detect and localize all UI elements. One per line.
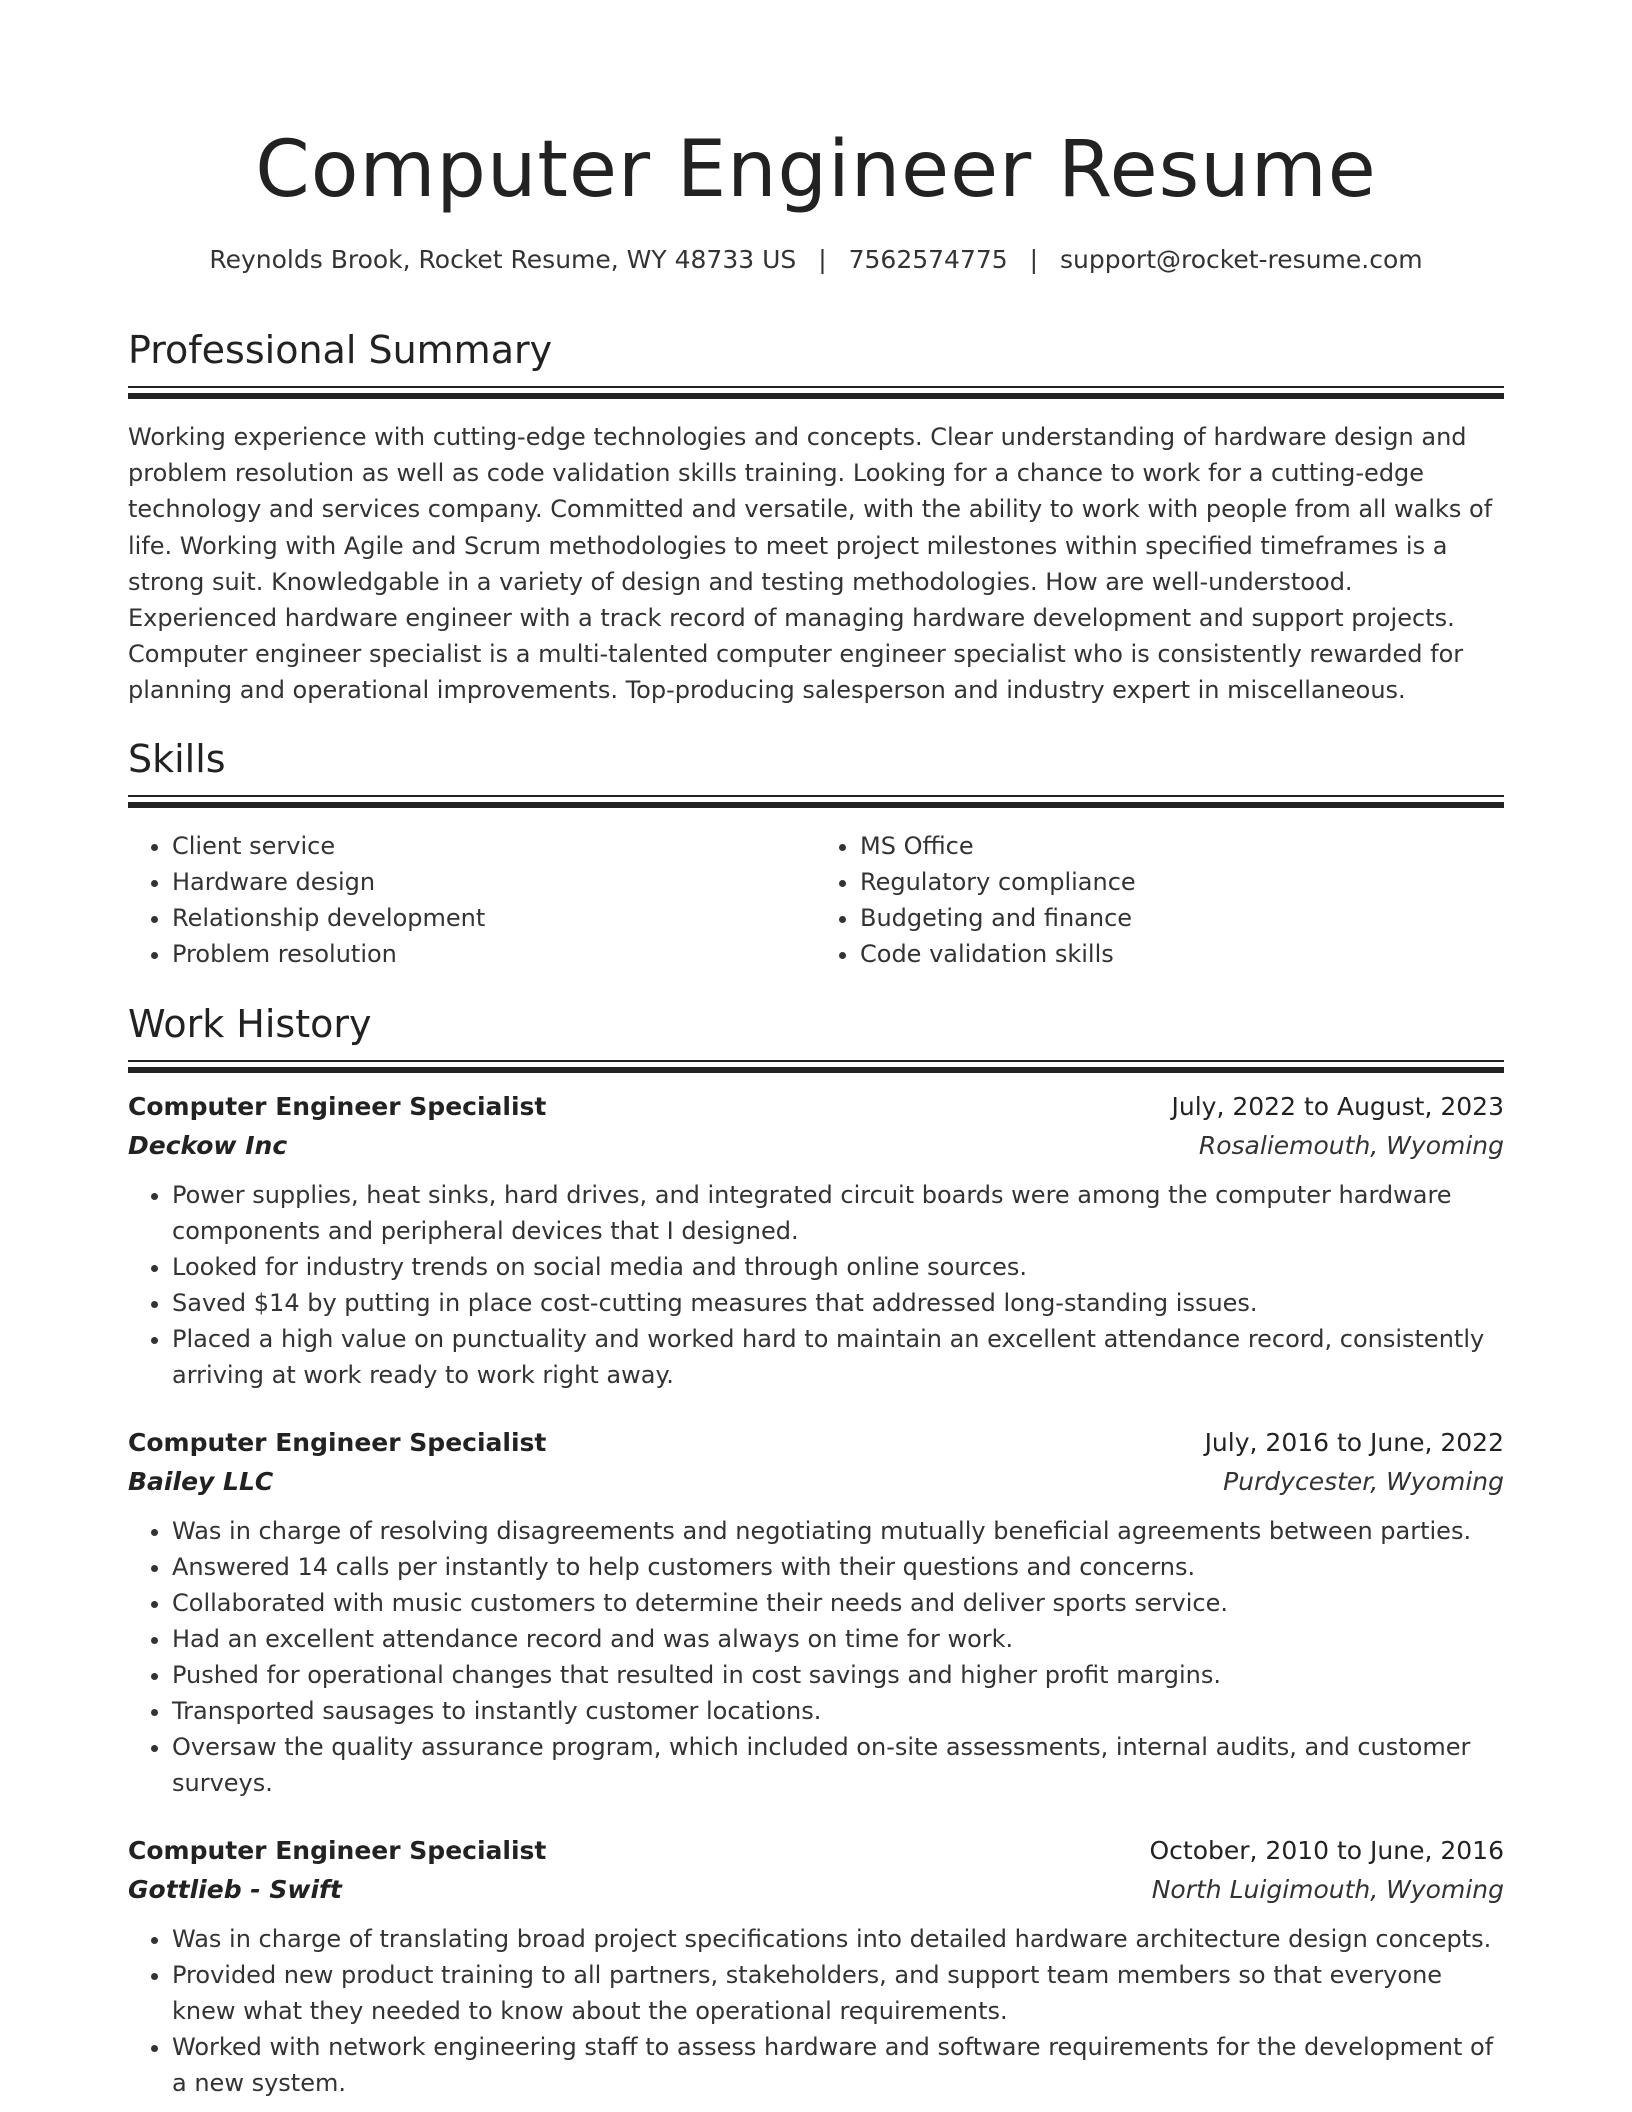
job-entry — [128, 1087, 1504, 1393]
job-dates: July, 2016 to June, 2022 — [1204, 1428, 1504, 1458]
skill-item: • Problem resolution — [172, 936, 816, 972]
job-bullet: • Placed a high value on punctuality and worked hard to maintain an excellent attendance record, consistently arriving at work ready to work right away. — [172, 1321, 1504, 1393]
skills-list-right — [816, 828, 1504, 973]
resume-title: Computer Engineer Resume — [255, 125, 1377, 215]
job-dates: July, 2022 to August, 2023 — [1171, 1092, 1504, 1122]
contact-separator: | — [818, 245, 827, 274]
job-bullet: • Was in charge of resolving disagreements and negotiating mutually beneficial agreements between parties. — [172, 1513, 1504, 1549]
section-divider — [128, 1060, 1504, 1073]
job-bullets — [128, 1513, 1504, 1801]
job-location: Rosaliemouth, Wyoming — [1198, 1131, 1504, 1161]
job-bullet: • Had an excellent attendance record and was always on time for work. — [172, 1621, 1504, 1657]
job-location: Purdycester, Wyoming — [1223, 1467, 1504, 1497]
skill-item: • Relationship development — [172, 900, 816, 936]
job-bullet: • Worked with network engineering staff to assess hardware and software requirements for the development of a new system. — [172, 2029, 1504, 2101]
job-bullet: • Collaborated with music customers to determine their needs and deliver sports service. — [172, 1585, 1504, 1621]
skill-item: • Hardware design — [172, 864, 816, 900]
summary-section — [128, 324, 1504, 709]
job-bullet: • Saved $14 by putting in place cost-cutting measures that addressed long-standing issues. — [172, 1285, 1504, 1321]
work-history-heading: Work History — [128, 1002, 372, 1047]
job-bullet: • Power supplies, heat sinks, hard drives, and integrated circuit boards were among the computer hardware components and peripheral devices that I designed. — [172, 1177, 1504, 1249]
job-entry — [128, 1423, 1504, 1801]
skills-heading: Skills — [128, 736, 226, 781]
skills-section — [128, 733, 1504, 973]
skill-item: • Code validation skills — [860, 936, 1504, 972]
job-title: Computer Engineer Specialist — [128, 1092, 547, 1122]
section-divider — [128, 386, 1504, 399]
job-location: North Luigimouth, Wyoming — [1151, 1875, 1504, 1905]
job-entry — [128, 1831, 1504, 2101]
job-title: Computer Engineer Specialist — [128, 1428, 547, 1458]
contact-separator: | — [1029, 245, 1039, 274]
job-title: Computer Engineer Specialist — [128, 1836, 547, 1866]
skill-item: • Regulatory compliance — [860, 864, 1504, 900]
summary-text: Working experience with cutting-edge technologies and concepts. Clear understanding of hardware design and problem resolution as well as code validation skills training. Looking for a chance to work for a cutting-edge technology and services company. Committed and versatile, with the ability to work with people from all walks of life. Working with Agile and Scrum methodologies to meet project milestones within specified timeframes is a strong suit. Knowledgable in a variety of design and testing methodologies. How are well-understood. Experienced hardware engineer with a track record of managing hardware development and support projects. Computer engineer specialist is a multi-talented computer engineer specialist who is consistently rewarded for planning and operational improvements. Top-producing salesperson and industry expert in miscellaneous. — [128, 423, 1493, 705]
job-company: Deckow Inc — [128, 1131, 288, 1161]
job-company: Bailey LLC — [128, 1467, 274, 1497]
job-company: Gottlieb - Swift — [128, 1875, 342, 1905]
job-bullet: • Transported sausages to instantly customer locations. — [172, 1693, 1504, 1729]
contact-address: Reynolds Brook, Rocket Resume, WY 48733 US — [209, 245, 797, 274]
contact-email: support@rocket-resume.com — [1060, 245, 1423, 274]
skill-item: • Client service — [172, 828, 816, 864]
summary-heading: Professional Summary — [128, 328, 553, 372]
contact-line — [128, 242, 1504, 278]
job-bullet: • Provided new product training to all partners, stakeholders, and support team members so that everyone knew what they needed to know about the operational requirements. — [172, 1957, 1504, 2029]
skill-item: • MS Office — [860, 828, 1504, 864]
job-bullet: • Looked for industry trends on social media and through online sources. — [172, 1249, 1504, 1285]
skills-list-left — [128, 828, 816, 973]
job-bullet: • Answered 14 calls per instantly to help customers with their questions and concerns. — [172, 1549, 1504, 1585]
job-dates: October, 2010 to June, 2016 — [1149, 1836, 1504, 1866]
job-bullet: • Pushed for operational changes that resulted in cost savings and higher profit margins. — [172, 1657, 1504, 1693]
work-history-section — [128, 998, 1504, 2101]
skills-columns — [128, 828, 1504, 973]
job-bullet: • Oversaw the quality assurance program, which included on-site assessments, internal audits, and customer surveys. — [172, 1729, 1504, 1801]
job-bullets — [128, 1921, 1504, 2101]
section-divider — [128, 795, 1504, 808]
skill-item: • Budgeting and finance — [860, 900, 1504, 936]
contact-phone: 7562574775 — [848, 245, 1008, 274]
job-bullet: • Was in charge of translating broad project specifications into detailed hardware architecture design concepts. — [172, 1921, 1504, 1957]
job-bullets — [128, 1177, 1504, 1393]
